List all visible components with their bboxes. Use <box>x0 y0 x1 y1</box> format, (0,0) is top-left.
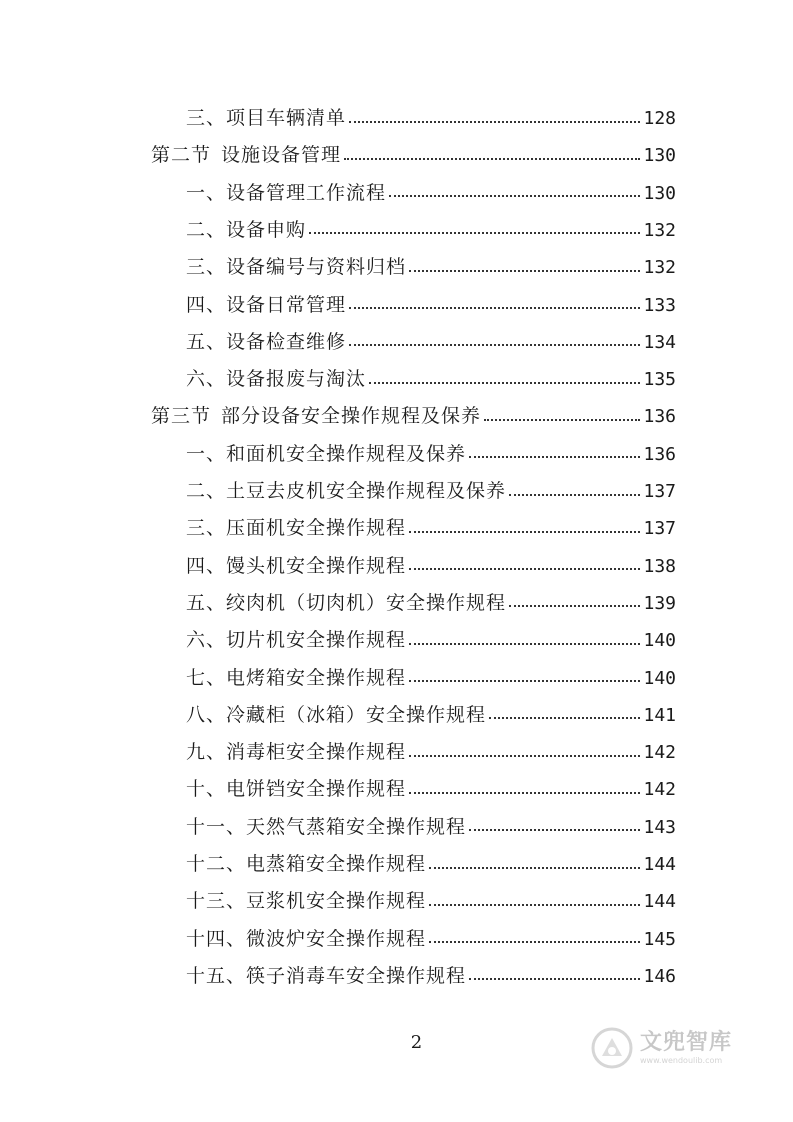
toc-entry-prefix: 十三、 <box>186 890 247 913</box>
toc-dot-leader <box>349 344 640 346</box>
toc-dot-leader <box>409 568 640 570</box>
toc-entry-text: 消毒柜安全操作规程 <box>226 741 407 764</box>
toc-entry-page: 133 <box>643 294 676 316</box>
toc-entry[interactable] <box>186 734 676 771</box>
toc-entry-page: 144 <box>643 854 676 875</box>
toc-entry-page: 130 <box>643 182 676 204</box>
toc-entry-page: 137 <box>643 518 676 540</box>
toc-entry-page: 141 <box>643 704 676 726</box>
toc-dot-leader <box>344 158 640 160</box>
toc-entry-text: 土豆去皮机安全操作规程及保养 <box>226 480 507 502</box>
toc-dot-leader <box>489 717 640 719</box>
toc-entry-title <box>186 921 426 958</box>
toc-entry[interactable] <box>186 958 676 995</box>
toc-entry-prefix: 第二节 <box>151 144 212 167</box>
toc-entry-title <box>186 510 406 547</box>
toc-entry-title <box>186 771 406 808</box>
toc-entry-text: 电烤箱安全操作规程 <box>226 666 407 689</box>
toc-entry-page: 137 <box>643 481 676 502</box>
toc-dot-leader <box>409 680 640 682</box>
toc-entry-text: 设备管理工作流程 <box>226 181 387 204</box>
toc-entry-title <box>186 361 366 398</box>
toc-entry-prefix: 十四、 <box>186 927 247 950</box>
toc-dot-leader <box>389 195 640 197</box>
toc-entry-prefix: 一、 <box>186 442 227 465</box>
toc-entry-text: 和面机安全操作规程及保养 <box>226 442 467 465</box>
toc-entry-title <box>186 883 426 920</box>
toc-entry[interactable] <box>186 622 676 659</box>
toc-entry-title <box>186 958 466 995</box>
toc-entry-page: 128 <box>643 108 676 129</box>
toc-entry-text: 筷子消毒车安全操作规程 <box>246 964 467 987</box>
toc-dot-leader <box>509 494 640 496</box>
toc-entry-prefix: 十一、 <box>186 815 247 838</box>
watermark-name: 文兜智库 <box>640 1029 733 1055</box>
toc-dot-leader <box>349 307 640 309</box>
toc-entry-page: 142 <box>643 779 676 801</box>
toc-entry-title <box>186 324 346 361</box>
toc-dot-leader <box>309 232 640 234</box>
toc-entry-text: 电饼铛安全操作规程 <box>226 778 407 801</box>
toc-entry-text: 压面机安全操作规程 <box>226 517 407 540</box>
toc-dot-leader <box>469 829 640 831</box>
toc-entry-title <box>186 436 466 473</box>
toc-entry-title <box>186 100 346 137</box>
toc-entry-page: 136 <box>643 443 676 465</box>
toc-entry-title <box>186 734 406 771</box>
toc-entry-text: 冷藏柜（冰箱）安全操作规程 <box>226 703 487 726</box>
toc-entry-text: 微波炉安全操作规程 <box>246 927 427 950</box>
toc-entry-title <box>186 473 506 510</box>
toc-entry[interactable] <box>186 660 676 697</box>
toc-entry-title <box>186 846 426 883</box>
toc-entry[interactable] <box>186 771 676 808</box>
toc-entry-prefix: 二、 <box>186 480 227 502</box>
toc-entry-title <box>151 398 481 435</box>
toc-entry-prefix: 十、 <box>186 778 227 801</box>
toc-dot-leader <box>349 121 640 123</box>
toc-entry-prefix: 一、 <box>186 181 227 204</box>
toc-dot-leader <box>509 605 640 607</box>
toc-entry-text: 天然气蒸箱安全操作规程 <box>246 815 467 838</box>
toc-entry-title <box>186 585 506 622</box>
toc-entry-title <box>186 212 306 249</box>
toc-entry-text: 设备编号与资料归档 <box>226 256 407 279</box>
toc-dot-leader <box>429 904 640 906</box>
toc-entry-page: 146 <box>643 965 676 987</box>
toc-entry-prefix: 十二、 <box>186 853 247 875</box>
toc-entry-page: 134 <box>643 331 676 353</box>
toc-dot-leader <box>469 978 640 980</box>
toc-dot-leader <box>369 382 640 384</box>
toc-entry-prefix: 八、 <box>186 703 227 726</box>
toc-entry-page: 138 <box>643 555 676 577</box>
toc-entry[interactable] <box>186 846 676 883</box>
toc-entry[interactable] <box>151 137 676 174</box>
toc-entry[interactable] <box>186 697 676 734</box>
toc-entry[interactable] <box>186 249 676 286</box>
toc-entry[interactable] <box>186 473 676 510</box>
toc-entry-page: 132 <box>643 219 676 241</box>
toc-entry-title <box>186 175 386 212</box>
toc-dot-leader <box>469 456 640 458</box>
toc-entry-text: 设备申购 <box>226 218 307 241</box>
toc-entry-prefix: 十五、 <box>186 964 247 987</box>
toc-entry-page: 139 <box>643 592 676 614</box>
toc-entry[interactable] <box>186 585 676 622</box>
toc-entry-page: 140 <box>643 630 676 652</box>
toc-entry-page: 143 <box>643 816 676 838</box>
toc-entry[interactable] <box>186 175 676 212</box>
toc-entry-prefix: 二、 <box>186 218 227 241</box>
toc-entry[interactable] <box>186 100 676 137</box>
toc-entry-prefix: 六、 <box>186 368 227 391</box>
toc-dot-leader <box>409 643 640 645</box>
toc-entry-page: 130 <box>643 145 676 167</box>
toc-entry[interactable] <box>186 361 676 398</box>
toc-entry-title <box>186 697 486 734</box>
toc-entry-title <box>186 809 466 846</box>
toc-entry-prefix: 五、 <box>186 330 227 353</box>
toc-entry-title <box>186 287 346 324</box>
toc-entry[interactable] <box>151 398 676 435</box>
toc-entry[interactable] <box>186 436 676 473</box>
toc-dot-leader <box>409 792 640 794</box>
toc-entry-title <box>186 249 406 286</box>
toc-dot-leader <box>429 867 640 869</box>
toc-dot-leader <box>429 941 640 943</box>
page-number: 2 <box>410 1032 423 1053</box>
watermark <box>590 1020 780 1076</box>
toc-entry-page: 142 <box>643 742 676 764</box>
toc-entry-prefix: 六、 <box>186 629 227 652</box>
toc-entry-title <box>186 622 406 659</box>
toc-dot-leader <box>409 755 640 757</box>
toc-entry-text: 电蒸箱安全操作规程 <box>246 853 427 875</box>
toc-entry-text: 设备日常管理 <box>226 293 347 316</box>
toc-entry[interactable] <box>186 883 676 920</box>
toc-entry[interactable] <box>186 510 676 547</box>
toc-entry-text: 切片机安全操作规程 <box>226 629 407 652</box>
toc-entry-text: 设施设备管理 <box>221 144 342 167</box>
toc-entry-page: 145 <box>643 928 676 950</box>
toc-entry-prefix: 五、 <box>186 591 227 614</box>
watermark-logo-icon <box>590 1026 634 1070</box>
toc-entry-prefix: 七、 <box>186 666 227 689</box>
toc-entry-text: 项目车辆清单 <box>226 107 347 129</box>
toc-entry-prefix: 三、 <box>186 107 227 129</box>
toc-entry-text: 设备检查维修 <box>226 330 347 353</box>
toc-entry-page: 144 <box>643 891 676 913</box>
toc-entry[interactable] <box>186 548 676 585</box>
toc-entry-prefix: 三、 <box>186 517 227 540</box>
toc-entry-page: 140 <box>643 667 676 689</box>
toc-entry-title <box>186 660 406 697</box>
toc-entry-page: 136 <box>643 406 676 428</box>
toc-entry-prefix: 三、 <box>186 256 227 279</box>
toc-entry-page: 132 <box>643 257 676 279</box>
toc-entry[interactable] <box>186 324 676 361</box>
toc-entry-text: 豆浆机安全操作规程 <box>246 890 427 913</box>
toc-dot-leader <box>484 419 640 421</box>
toc-dot-leader <box>409 531 640 533</box>
toc-entry[interactable] <box>186 287 676 324</box>
toc-entry[interactable] <box>186 921 676 958</box>
toc-entry[interactable] <box>186 212 676 249</box>
toc-entry-prefix: 四、 <box>186 554 227 577</box>
toc-entry-prefix: 四、 <box>186 293 227 316</box>
toc-entry-text: 馒头机安全操作规程 <box>226 554 407 577</box>
toc-entry-page: 135 <box>643 369 676 391</box>
watermark-url: www.wendoulib.com <box>640 1055 723 1065</box>
toc-entry-prefix: 九、 <box>186 741 227 764</box>
toc-entry-text: 部分设备安全操作规程及保养 <box>221 405 482 428</box>
toc-entry-prefix: 第三节 <box>151 405 212 428</box>
toc-entry[interactable] <box>186 809 676 846</box>
toc-entry-title <box>186 548 406 585</box>
toc-dot-leader <box>409 270 640 272</box>
toc-entry-text: 绞肉机（切肉机）安全操作规程 <box>226 591 507 614</box>
toc-entry-text: 设备报废与淘汰 <box>226 368 367 391</box>
toc-entry-title <box>151 137 341 174</box>
